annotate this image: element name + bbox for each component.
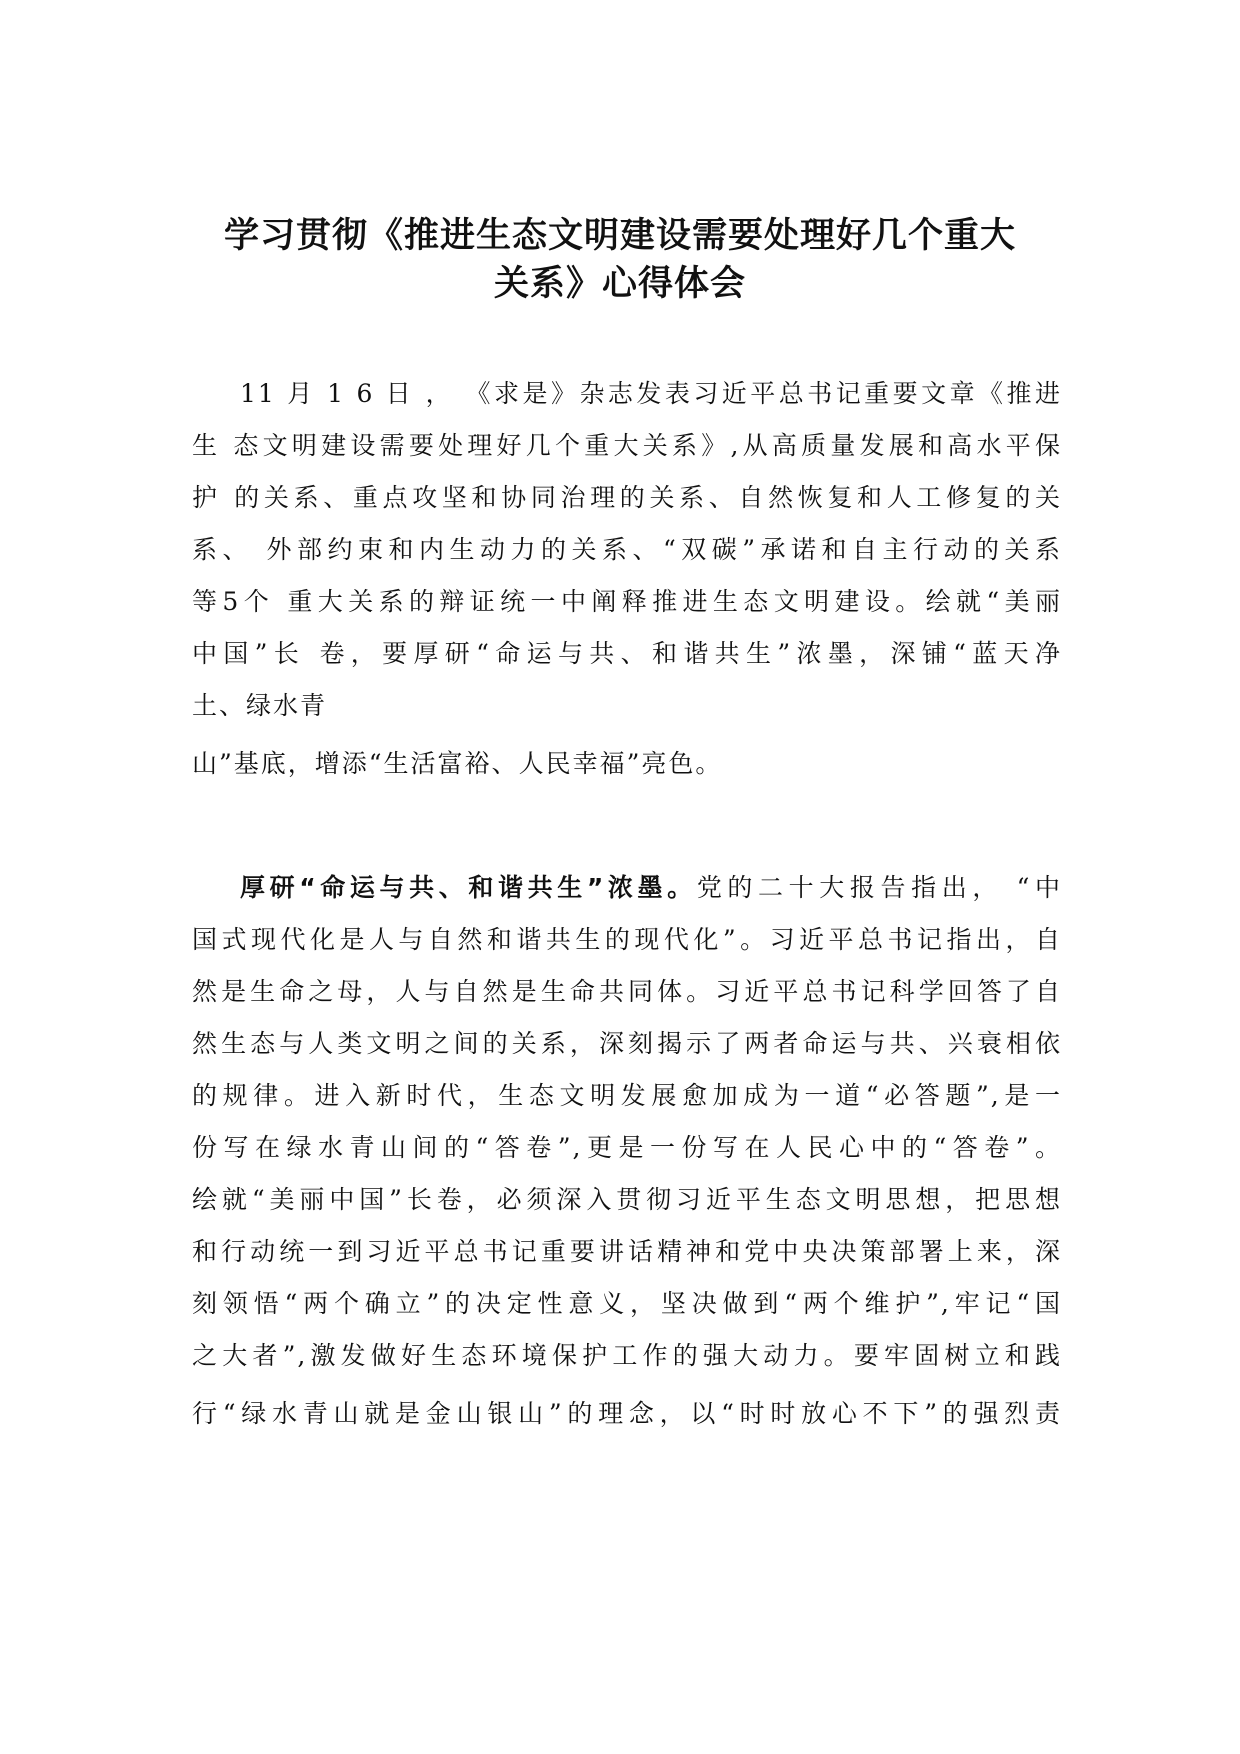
paragraph-2-first-line-text: 党的二十大报告指出， “中 [696,873,1062,902]
paragraph-2-heading: 厚研“命运与共、和谐共生”浓墨。 [240,873,697,902]
paragraph-1-line: 山”基底，增添“生活富裕、人民幸福”亮色。 [192,749,723,778]
paragraph-2-first-line [240,868,1062,908]
paragraph-2-line: 的规律。进入新时代，生态文明发展愈加成为一道“必答题”,是一 [192,1081,1062,1110]
paragraph-2-line: 之大者”,激发做好生态环境保护工作的强大动力。要牢固树立和践 [192,1341,1062,1370]
document-title [190,212,1050,308]
paragraph-1-line: 生 态文明建设需要处理好几个重大关系》,从高质量发展和高水平保 [192,431,1062,460]
paragraph-1-line: 土、绿水青 [192,691,328,720]
paragraph-2-line: 国式现代化是人与自然和谐共生的现代化”。习近平总书记指出，自 [192,925,1062,954]
paragraph-1-line: 中国”长 卷，要厚研“命运与共、和谐共生”浓墨，深铺“蓝天净 [192,639,1062,668]
paragraph-2-line: 然生态与人类文明之间的关系，深刻揭示了两者命运与共、兴衰相依 [192,1029,1062,1058]
paragraph-2-line: 绘就“美丽中国”长卷，必须深入贯彻习近平生态文明思想，把思想 [192,1185,1062,1214]
paragraph-2-line: 份写在绿水青山间的“答卷”,更是一份写在人民心中的“答卷”。 [192,1133,1062,1162]
paragraph-2-line: 刻领悟“两个确立”的决定性意义，坚决做到“两个维护”,牢记“国 [192,1289,1062,1318]
paragraph-1-line: 11 月 1 6 日 ， 《求是》杂志发表习近平总书记重要文章《推进 [240,379,1062,408]
title-line-2: 关系》心得体会 [493,264,746,304]
paragraph-1-line: 系、 外部约束和内生动力的关系、“双碳”承诺和自主行动的关系 [192,535,1062,564]
paragraph-1-line: 等5个 重大关系的辩证统一中阐释推进生态文明建设。绘就“美丽 [192,587,1062,616]
paragraph-1-line: 护 的关系、重点攻坚和协同治理的关系、自然恢复和人工修复的关 [192,483,1062,512]
paragraph-2-line: 然是生命之母，人与自然是生命共同体。习近平总书记科学回答了自 [192,977,1062,1006]
title-line-1: 学习贯彻《推进生态文明建设需要处理好几个重大 [223,216,1016,256]
paragraph-2-line: 和行动统一到习近平总书记重要讲话精神和党中央决策部署上来，深 [192,1237,1062,1266]
paragraph-2-line: 行“绿水青山就是金山银山”的理念，以“时时放心不下”的强烈责 [192,1399,1062,1428]
